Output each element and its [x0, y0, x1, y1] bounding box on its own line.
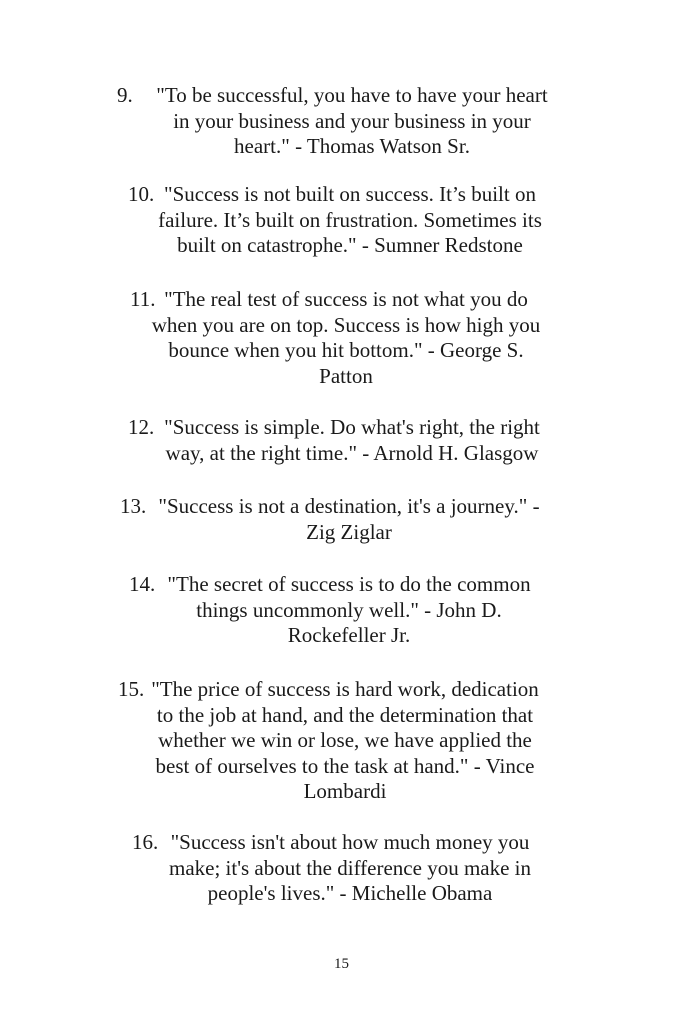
quote-line: in your business and your business in your: [173, 108, 531, 133]
quote-line: "The secret of success is to do the common: [167, 572, 531, 596]
quote-line: "Success is not a destination, it's a journey." -: [158, 494, 540, 518]
quote-text: [146, 287, 546, 389]
quote-line: bounce when you hit bottom." - George S.: [168, 338, 524, 362]
quote-number: 13.: [120, 494, 147, 518]
quote-line: "Success is simple. Do what's right, the right: [164, 415, 540, 439]
quote-line: things uncommonly well." - John D.: [196, 597, 502, 622]
quote-text: [144, 83, 560, 160]
quote-number: 10.: [128, 182, 155, 206]
quote-line: when you are on top. Success is how high you: [151, 312, 541, 337]
quote-line: Patton: [319, 363, 373, 388]
quote-line: Zig Ziglar: [306, 519, 392, 544]
page-number: 15: [334, 956, 349, 972]
quote-text: [154, 572, 544, 649]
quote-number: 14.: [129, 572, 156, 596]
quote-number: 11.: [130, 287, 156, 311]
quote-line: Rockefeller Jr.: [287, 623, 411, 647]
quote-text: [144, 494, 554, 545]
quote-line: whether we win or lose, we have applied the: [158, 728, 532, 752]
quote-line: "The real test of success is not what you do: [164, 287, 528, 311]
quote-line: to the job at hand, and the determination that: [156, 702, 534, 727]
quote-text: [152, 415, 552, 466]
quote-text: [130, 677, 560, 805]
quote-text: [150, 182, 550, 259]
quote-line: "Success is not built on success. It’s built on: [164, 182, 536, 206]
quote-line: way, at the right time." - Arnold H. Glasgow: [165, 440, 539, 465]
quote-number: 16.: [132, 830, 159, 854]
quote-line: heart." - Thomas Watson Sr.: [234, 134, 470, 158]
quote-number: 15.: [118, 677, 145, 701]
quote-number: 12.: [128, 415, 155, 439]
quote-line: people's lives." - Michelle Obama: [207, 881, 493, 905]
quote-number: 9.: [117, 83, 133, 107]
quote-line: "To be successful, you have to have your heart: [156, 83, 548, 107]
quote-line: Lombardi: [303, 779, 387, 803]
quote-line: failure. It’s built on frustration. Sometimes its: [158, 207, 542, 232]
quote-text: [150, 830, 550, 907]
quote-line: built on catastrophe." - Sumner Redstone: [177, 233, 523, 257]
quote-line: "The price of success is hard work, dedication: [151, 677, 539, 701]
quote-line: make; it's about the difference you make in: [168, 855, 532, 880]
quote-line: best of ourselves to the task at hand." - Vince: [155, 753, 535, 778]
quote-line: "Success isn't about how much money you: [170, 830, 530, 854]
